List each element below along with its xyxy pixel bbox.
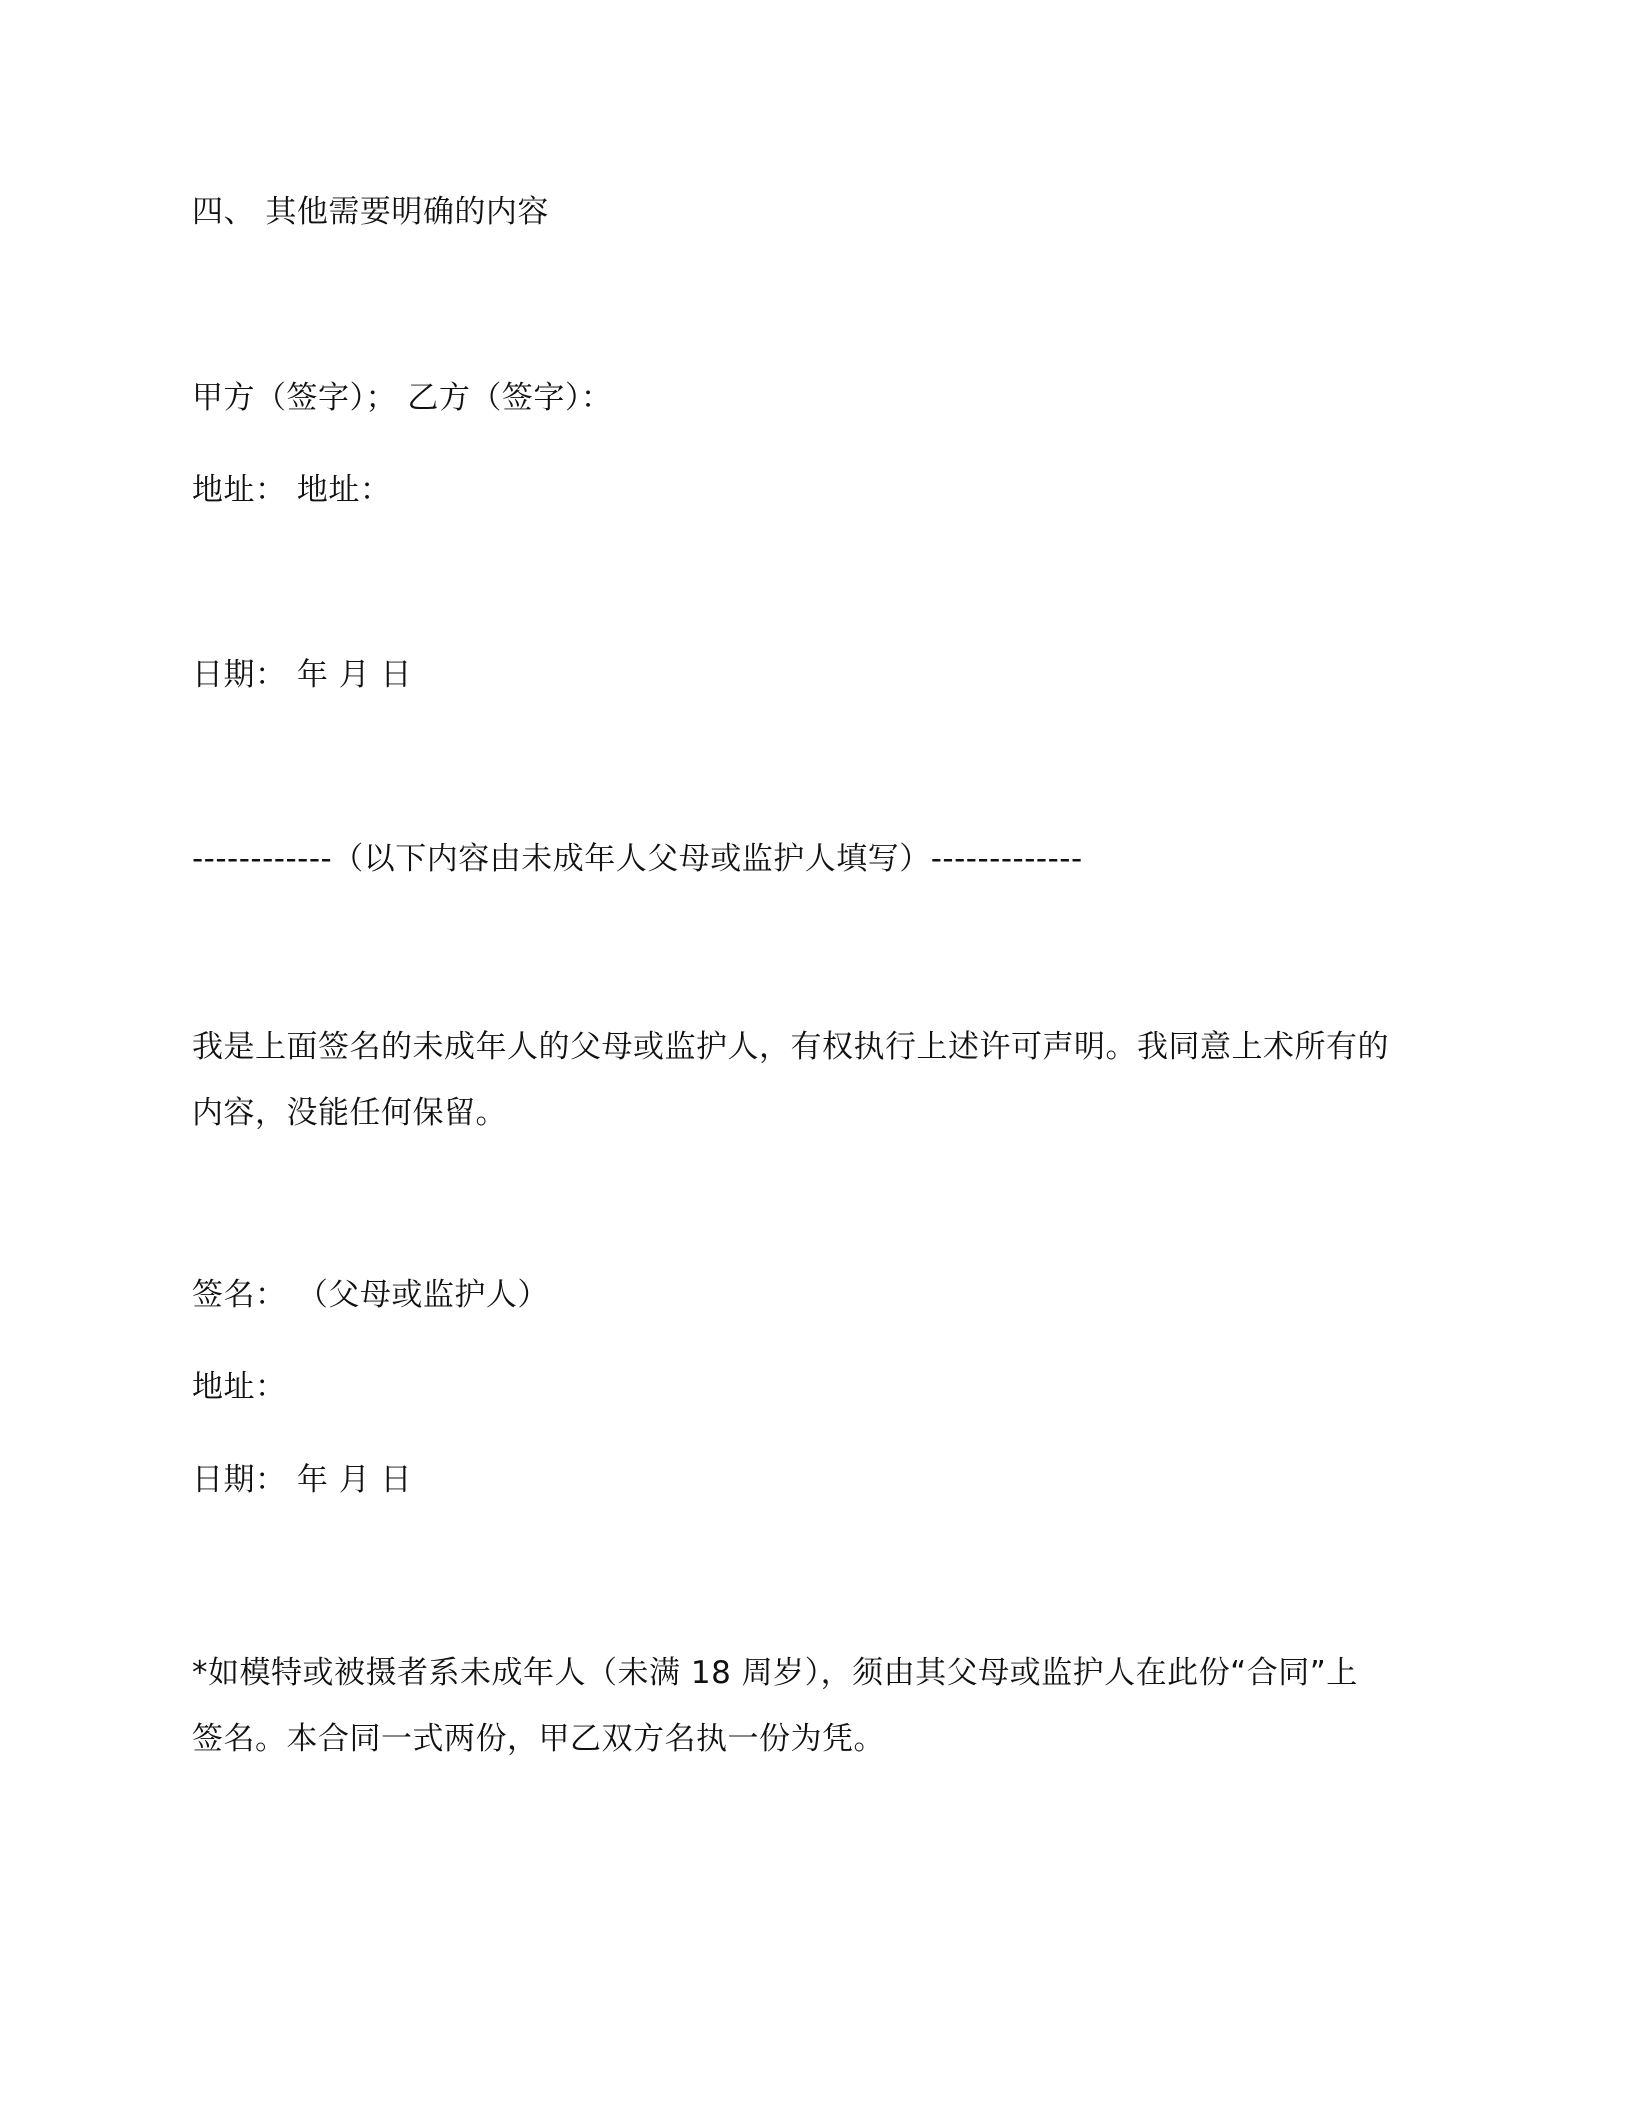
guardian-statement — [192, 1014, 1422, 1146]
guardian-signature-line: 签名： （父母或监护人） — [192, 1277, 549, 1313]
guardian-address-line: 地址： — [192, 1369, 287, 1405]
guardian-date-line: 日期： 年 月 日 — [192, 1462, 413, 1498]
guardian-section-divider: ------------（以下内容由未成年人父母或监护人填写）------------- — [192, 841, 1083, 877]
minor-note-line-2: 签名。本合同一式两份，甲乙双方名执一份为凭。 — [192, 1721, 885, 1757]
guardian-statement-line-2: 内容，没能任何保留。 — [192, 1095, 507, 1131]
section-heading: 四、 其他需要明确的内容 — [192, 194, 549, 230]
minor-note — [192, 1640, 1422, 1772]
guardian-statement-line-1: 我是上面签名的未成年人的父母或监护人，有权执行上述许可声明。我同意上术所有的 — [192, 1029, 1389, 1065]
parties-address-line: 地址： 地址： — [192, 472, 392, 508]
minor-note-line-1: *如模特或被摄者系未成年人（未满 18 周岁），须由其父母或监护人在此份“合同”上 — [192, 1655, 1358, 1691]
parties-signature-line: 甲方（签字）； 乙方（签字）： — [192, 380, 613, 416]
parties-date-line: 日期： 年 月 日 — [192, 657, 413, 693]
